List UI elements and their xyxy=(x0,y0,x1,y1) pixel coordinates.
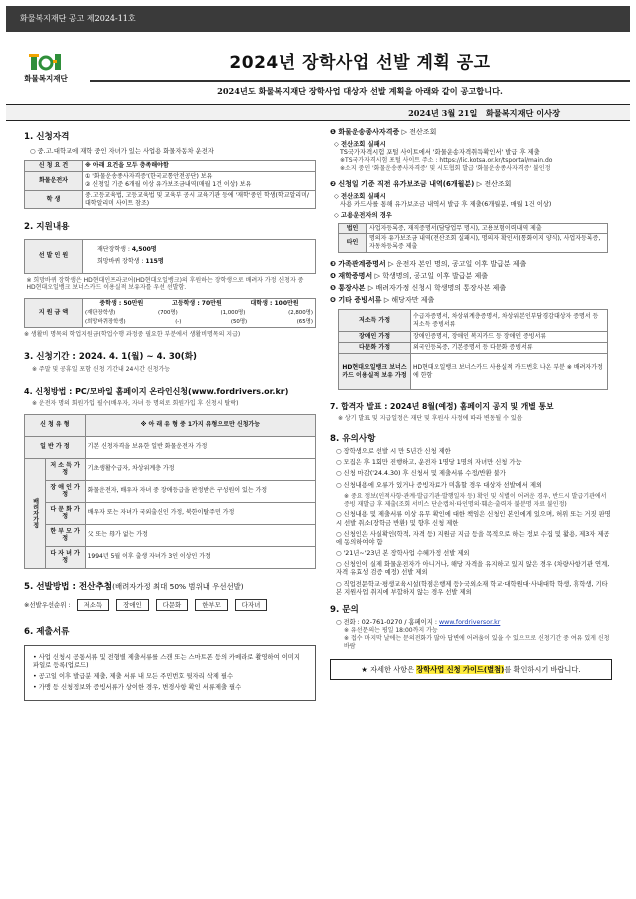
table-header: 장 애 인 가 정 xyxy=(45,480,85,502)
table-header: 다 자 녀 가 정 xyxy=(45,546,85,568)
table-header: 화물운전자 xyxy=(25,172,83,191)
doc-item-heading: ❺ 통장사본 ▷ 배려자가정 신청시 학생명의 통장사본 제출 xyxy=(330,284,507,293)
list-item: ○ 신청인은 사실확인(학적, 자격 등) 지원금 지급 등을 목적으로 하는 정보 수집 및 활용, 제3자 제공에 동의하여야 함 xyxy=(336,530,610,546)
caution-list xyxy=(336,448,612,597)
table-header: 신 청 요 건 xyxy=(25,161,83,172)
list-item: ○ 모집은 후 1회만 진행하고, 운전자 1명당 1명의 자녀만 신청 가능 xyxy=(336,459,522,467)
list-item: ○ 직업전문학교·평생교육시설(학점은행제 등)·국외소재 학교·대학원대·사내대학 학생, 휴학생, 기타 본 지원사업 취지에 부합하지 않는 경우 선발 제외 xyxy=(336,580,608,596)
org-name: 화물복지재단 xyxy=(24,74,68,83)
table-cell: 기초생활수급자, 차상위계층 가정 xyxy=(85,458,315,480)
contact-line: ○ 전화 : 02-761-0270 / 홈페이지 : www.fordriversor.kr xyxy=(336,619,501,627)
table-cell: 父 또는 母가 없는 가정 xyxy=(85,524,315,546)
table-header: 일 반 가 정 xyxy=(25,436,86,458)
table-cell: 장애인증명서, 장애인 복지카드 등 장애인 증빙서류 xyxy=(411,332,608,343)
priority-item: 다문화 xyxy=(156,599,189,611)
table-cell: 중․고등교육법, 고등교육법 및 교육부 공시 교육기관 등에 '재학'중인 학생(학교알리미/대학알리미 사이트 참조) xyxy=(83,190,316,209)
list-item: ○ 장학생으로 선발 시 만 5년간 신청 제한 xyxy=(336,448,451,456)
logo xyxy=(20,50,72,84)
table-cell: ※ 아래 요건을 모두 충족해야함 xyxy=(83,161,316,172)
section-heading: 4. 신청방법 : PC/모바일 홈페이지 온라인신청(www.fordrivers.or.kr) xyxy=(24,386,289,396)
table-header: 저소득 가정 xyxy=(339,310,411,332)
qualification-bullet: ○ 중․고․대학교에 재학 중인 자녀가 있는 사업용 화물자동차 운전자 xyxy=(30,148,214,156)
table-cell: 재단장학생 : 4,500명 희망바퀴 장학생 : 115명 xyxy=(83,239,316,273)
sub-heading: ◇ 전산조회 실패시 xyxy=(334,141,386,149)
requirements-table xyxy=(24,160,316,209)
note: ※ 상기 발표 및 지급일정은 재단 및 후원사 사정에 따라 변동될 수 있음 xyxy=(338,415,523,423)
table-cell: HD현대오일뱅크 보너스카드 사용실적 카드번호 나온 부분 ※ 배려자가정에 한함 xyxy=(411,354,608,390)
priority-item: 한부모 xyxy=(195,599,228,611)
table-header: 다 문 화 가 정 xyxy=(45,502,85,524)
table-header: 배려자가정 xyxy=(25,458,46,568)
amount-table xyxy=(24,298,316,328)
section-heading: 8. 유의사항 xyxy=(330,433,376,444)
list-item: ○ 신청인이 실제 화물운전자가 아니거나, 해당 자격을 유지하고 있지 않은 경우 (차량사항기관 연계, 자격 유효성 검증 예정) 선발 제외 xyxy=(336,561,610,577)
table-cell: ① '화물운송종사자격증'(한국교통안전공단) 보유 ② 신청일 기준 6개월 이상 유가보조금내역(매월 1건 이상) 보유 xyxy=(83,172,316,191)
table-header: 장애인 가정 xyxy=(339,332,411,343)
notice-date: 2024년 3월 21일 xyxy=(408,108,478,118)
doc-item-heading: ❻ 기타 증빙서류 ▷ 해당자만 제출 xyxy=(330,296,435,305)
table-header: 신 청 유 형 xyxy=(25,414,86,436)
sub-heading: ◇ 전산조회 실패시 xyxy=(334,193,386,201)
table-cell: 사업자등록증, 재직증명서(담당업무 명시), 고용보험이력내역 제출 xyxy=(367,223,608,234)
section-heading: 6. 제출서류 xyxy=(24,627,70,638)
logo-icon xyxy=(29,50,63,72)
table-header: 선 발 인 원 xyxy=(25,239,83,273)
extra-documents-table xyxy=(338,309,608,390)
date-line xyxy=(6,104,630,121)
table-cell: 중학생 : 50만원 고등학생 : 70만원 대학생 : 100만원 (재단장학생) (700명) (1,000명) (2,800명) (희망바퀴장학생) (-) (50명) (65명) xyxy=(83,299,316,328)
table-header: 타인 xyxy=(339,234,367,253)
table-header: 학 생 xyxy=(25,190,83,209)
doc-item-heading: ❸ 가족관계증명서 ▷ 운전자 본인 명의, 공고일 이후 발급분 제출 xyxy=(330,260,527,269)
notice-number-bar xyxy=(6,6,630,32)
priority-label: ※선발우선순위 : xyxy=(24,601,71,610)
priority-row xyxy=(24,599,316,611)
note: ※ 유선문의는 평일 18:00까지 가능 xyxy=(344,627,438,635)
section-heading: 1. 신청자격 xyxy=(24,132,70,142)
note: ※소지 중인 '화물운송종사자격증' 및 시도협회 발급 '화물운송종사자격증' 불인정 xyxy=(340,165,551,173)
divider xyxy=(90,80,630,82)
doc-item-heading: ❷ 신청일 기준 직전 유가보조금 내역(6개월분) ▷ 전산조회 xyxy=(330,180,512,189)
doc-item-heading: ❹ 재학증명서 ▷ 학생명의, 공고일 이후 발급분 제출 xyxy=(330,272,489,281)
doc-item-heading: ❶ 화물운송종사자격증 ▷ 전산조회 xyxy=(330,128,437,136)
left-column xyxy=(24,132,316,701)
sub-heading: ◇ 고용운전자의 경우 xyxy=(334,212,392,220)
priority-item: 다자녀 xyxy=(235,599,268,611)
list-item: • 사업 신청시 공통서류 및 전형별 제출서류를 스캔 또는 스마트폰 등의 카메라로 촬영하여 이미지 파일로 등록(업로드) xyxy=(33,653,300,669)
list-item: ○ 신청내용 및 제출서류 이상 유무 확인에 대한 책임은 신청인 본인에게 있으며, 허위 또는 거짓 판명시 선발 취소(장학금 반환) 및 향후 신청 제한 xyxy=(336,511,611,527)
table-cell: 기본 신청자격을 보유한 일반 화물운전자 가정 xyxy=(85,436,315,458)
right-column xyxy=(330,128,612,680)
list-item: ○ '21년~'23년 본 장학사업 수혜가정 선발 제외 xyxy=(336,550,470,558)
employed-driver-table xyxy=(338,223,608,253)
guide-notice-box: ★ 자세한 사항은 장학사업 신청 가이드(별첨)를 확인하시기 바랍니다. xyxy=(330,659,612,680)
application-type-table xyxy=(24,414,316,569)
table-cell: 배우자 또는 자녀가 국외출신인 가정, 북한이탈주민 가정 xyxy=(85,502,315,524)
list-item: • 공고일 이후 발급분 제출, 제출 서류 내 모든 주민번호 뒷자리 삭제 필수 xyxy=(33,672,234,680)
table-header: 지 원 금 액 xyxy=(25,299,83,328)
table-cell: 명의자 유가보조금 내역(전산조회 실패시), 명의자 확인서(통화이지 양식), 사업자등록증, 자동차등록증 제출 xyxy=(367,234,608,253)
guide-highlight: 장학사업 신청 가이드(별첨) xyxy=(416,664,505,674)
table-header: ※ 아 래 유 형 중 1가지 유형으로만 신청가능 xyxy=(85,414,315,436)
note: ※ 운전자 명의 회원가입 필수(배우자, 자녀 등 명의로 회원가입 후 신청시 탈락) xyxy=(32,400,239,408)
body-text: TS국가자격시험 포털 사이트에서 '화물운송자격취득확인서' 발급 후 제출 xyxy=(340,149,540,157)
section-heading: 3. 신청기간 : 2024. 4. 1(월) ~ 4. 30(화) xyxy=(24,351,197,362)
priority-item: 저소득 xyxy=(77,599,110,611)
homepage-link[interactable]: www.fordriversor.kr xyxy=(438,619,501,627)
section-heading: 9. 문의 xyxy=(330,604,359,615)
note: ※ 생활비 명목의 학업지원금(학업수행 과정중 필요한 부분에서 생활비명목의 지급) xyxy=(24,330,241,338)
note: ※TS국가자격시험 포털 사이트 주소 : https://lic.kotsa.or.kr/tsportal/main.do xyxy=(340,157,553,165)
page-title: 2024년 장학사업 선발 계획 공고 xyxy=(229,53,491,73)
table-cell: 수급자증명서, 차상위계층증명서, 차상위본인부담경감대상자 증명서 등 저소득 증빙서류 xyxy=(411,310,608,332)
list-item: ○ 신청내용에 오류가 있거나 증빙자료가 미흡할 경우 대상자 선발에서 제외 xyxy=(336,481,542,489)
table-header: 저 소 득 가 정 xyxy=(45,458,85,480)
list-item: ○ 신청 마감('24.4.30) 후 신청서 및 제출서류 수정/반환 불가 xyxy=(336,470,506,478)
list-item: ※ 중요 정보(인적사항·관계·발급기관·발행일자 등) 확인 및 식별이 어려운 경우, 반드시 발급기관에서 증빙 재발급 후 제출(조회 서비스 단순캡처·타인명의·훼손·출력자 불분명 자료 불인정) xyxy=(344,492,607,508)
section-heading: 5. 선발방법 : 전산추첨(배려자가정 최대 50% 범위내 우선선발) xyxy=(24,581,244,592)
table-header: 다문화 가정 xyxy=(339,343,411,354)
table-header: 법인 xyxy=(339,223,367,234)
notice-number: 화물복지재단 공고 제2024-11호 xyxy=(20,14,136,23)
subtitle: 2024년도 화물복지재단 장학사업 대상자 선발 계획을 아래와 같이 공고합니다. xyxy=(217,86,503,96)
list-item: • 가맹 등 신청정보와 증빙서류가 상이한 경우, 변경사항 확인 서류제출 필수 xyxy=(33,684,242,692)
signer: 화물복지재단 이사장 xyxy=(485,108,560,118)
documents-box xyxy=(24,645,316,702)
note: ※ 희망바퀴 장학생은 HD현대인프라코어(HD현대오일뱅크)의 후원하는 장학생으로 배려자 가정 신청자 중 HD현대오일뱅크 보너스카드 이용실적 보유자를 우선 선발함. xyxy=(26,276,304,292)
priority-item: 장애인 xyxy=(116,599,149,611)
table-cell: 외국인등록증, 기본증명서 등 다문화 증빙서류 xyxy=(411,343,608,354)
body-text: 사용 카드사를 통해 유가보조금 내역서 발급 후 제출(6개월분, 매월 1건 이상) xyxy=(340,201,552,209)
selection-table xyxy=(24,239,316,296)
note: ※ 주말 및 공휴일 포함 신청 기간내 24시간 신청가능 xyxy=(32,365,171,373)
note: ※ 접수 마지막 날에는 문의전화가 많아 답변에 어려움이 있을 수 있으므로 신청기간 중 여유 있게 신청바람 xyxy=(344,635,610,650)
table-header: 한 부 모 가 정 xyxy=(45,524,85,546)
table-cell: 화물운전자, 배우자 자녀 중 장애등급을 판정받은 구성원이 있는 가정 xyxy=(85,480,315,502)
section-heading: 2. 지원내용 xyxy=(24,222,70,233)
section-heading: 7. 합격자 발표 : 2024년 8월(예정) 홈페이지 공지 및 개별 통보 xyxy=(330,402,554,411)
table-cell: 1994년 5월 이후 출생 자녀가 3인 이상인 가정 xyxy=(85,546,315,568)
table-header: HD현대오일뱅크 보너스카드 이용실적 보유 가정 xyxy=(339,354,411,390)
